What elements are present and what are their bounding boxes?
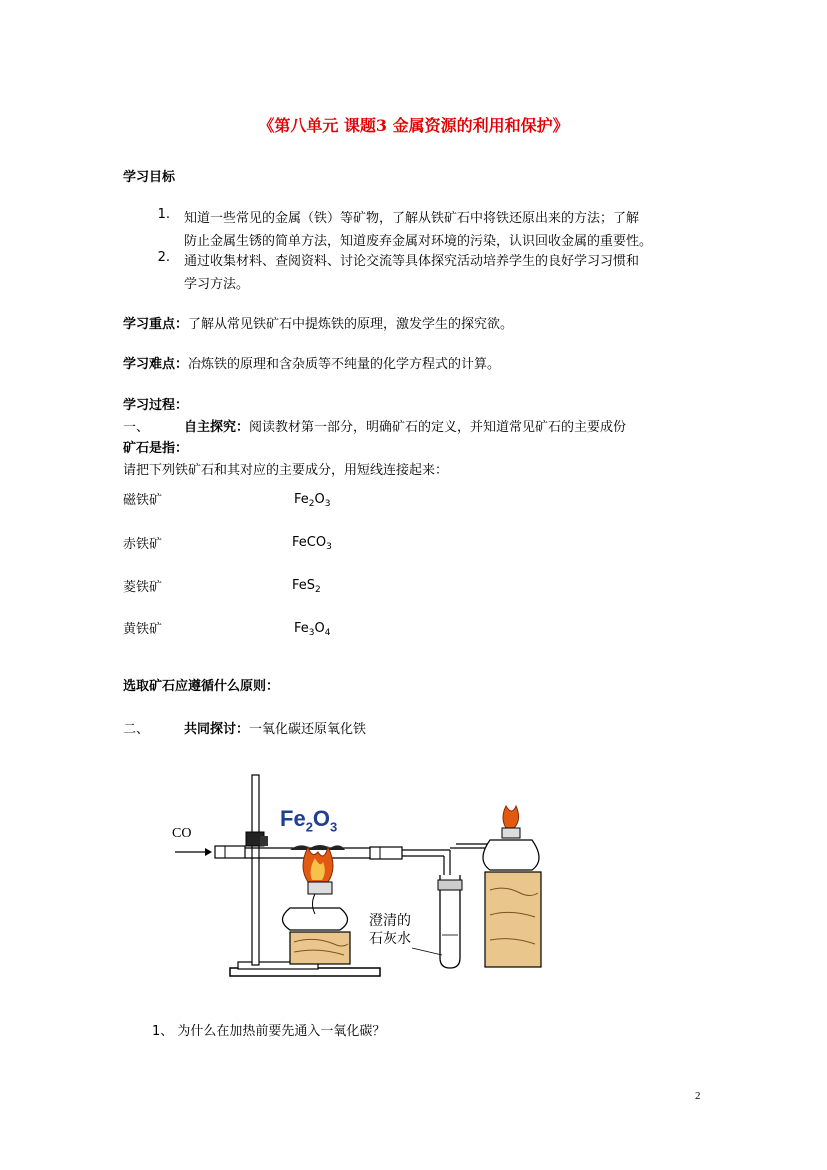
co-reduction-apparatus-diagram — [160, 770, 580, 985]
page-title: 《第八单元 课题3 金属资源的利用和保护》 — [258, 116, 569, 135]
ore-name: 磁铁矿 — [123, 493, 163, 508]
principle-question: 选取矿石应遵循什么原则： — [123, 679, 280, 694]
process-heading: 学习过程： — [123, 398, 189, 413]
key-point-label: 学习重点： — [123, 317, 189, 332]
ore-formula: $Fe_3O_4$ — [294, 621, 331, 638]
objective-text: 学习方法。 — [184, 277, 250, 292]
fe2o3-label: $Fe_2O_3$ — [280, 806, 338, 835]
objective-text: 防止金属生锈的简单方法，知道废弃金属对环境的污染，认识回收金属的重要性。 — [184, 234, 653, 249]
objective-text: 通过收集材料、查阅资料、讨论交流等具体探究活动培养学生的良好学习习惯和 — [184, 254, 640, 269]
key-point — [123, 313, 513, 332]
objective-text: 知道一些常见的金属（铁）等矿物，了解从铁矿石中将铁还原出来的方法；了解 — [184, 211, 640, 226]
section-1 — [184, 416, 626, 435]
objective-number: 2. — [157, 250, 170, 265]
ore-name: 赤铁矿 — [123, 537, 163, 552]
matching-instruction: 请把下列铁矿石和其对应的主要成分，用短线连接起来： — [123, 463, 449, 478]
section-2-number: 二、 — [123, 722, 150, 737]
objectives-heading: 学习目标 — [123, 170, 176, 185]
ore-formula: FeS$_2$ — [292, 578, 321, 595]
page-number: 2 — [695, 1090, 701, 1102]
section-1-number: 一、 — [123, 420, 150, 435]
ore-name: 菱铁矿 — [123, 580, 163, 595]
difficulty — [123, 353, 500, 372]
section-1-label: 自主探究： — [184, 420, 250, 435]
question-1: 1、 为什么在加热前要先通入一氧化碳？ — [152, 1024, 386, 1039]
ore-formula: FeCO$_3$ — [292, 535, 332, 552]
objective-number: 1. — [157, 207, 170, 222]
section-2-text: 一氧化碳还原氧化铁 — [249, 722, 367, 737]
difficulty-label: 学习难点： — [123, 357, 189, 372]
section-2 — [184, 718, 366, 737]
section-2-label: 共同探讨： — [184, 722, 250, 737]
limewater-label: 澄清的 石灰水 — [369, 913, 411, 947]
ore-formula: $Fe_2O_3$ — [294, 492, 331, 509]
difficulty-text: 冶炼铁的原理和含杂质等不纯量的化学方程式的计算。 — [188, 357, 501, 372]
key-point-text: 了解从常见铁矿石中提炼铁的原理，激发学生的探究欲。 — [188, 317, 514, 332]
ore-definition: 矿石是指： — [123, 441, 189, 456]
co-label: CO — [172, 826, 192, 841]
section-1-text: 阅读教材第一部分，明确矿石的定义，并知道常见矿石的主要成份 — [249, 420, 627, 435]
ore-name: 黄铁矿 — [123, 622, 163, 637]
